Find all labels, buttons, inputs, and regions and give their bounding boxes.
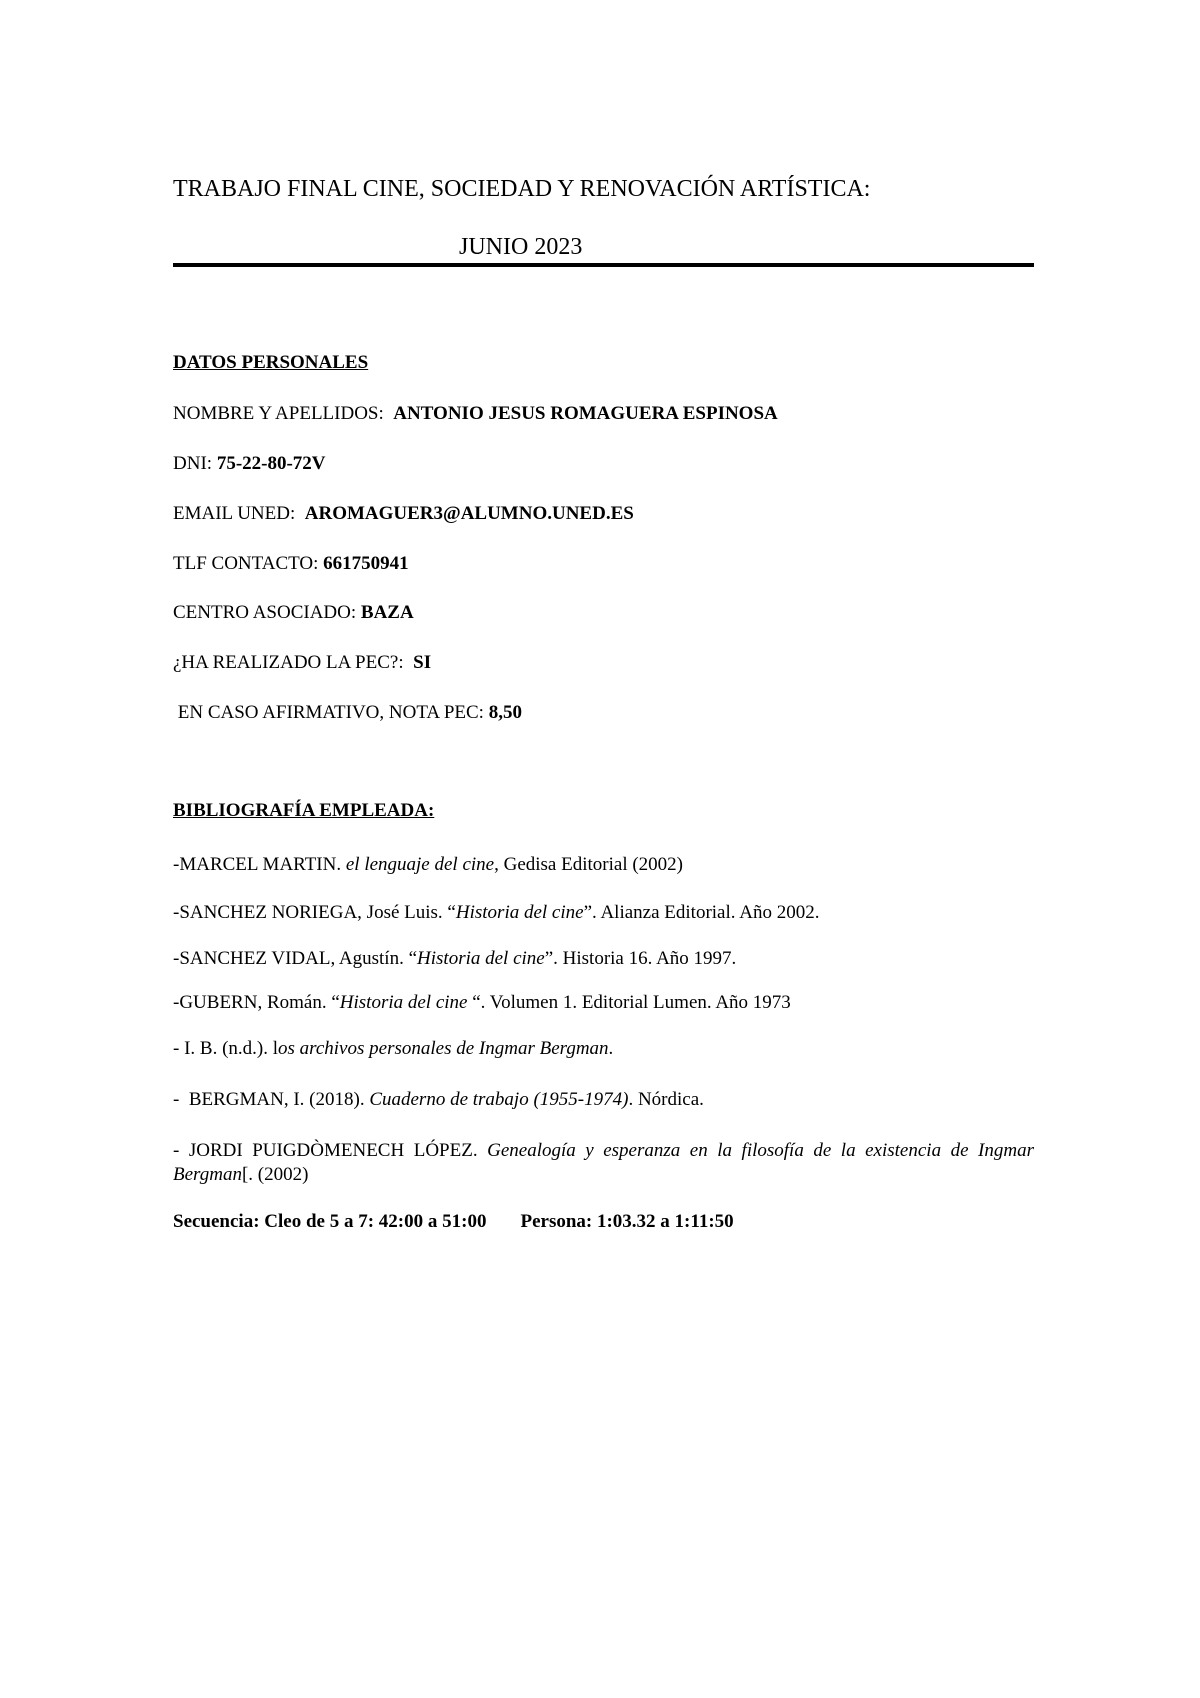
field-label: EMAIL UNED:: [173, 503, 305, 524]
bib-entry: -GUBERN, Román. “Historia del cine “. Volumen 1. Editorial Lumen. Año 1973: [173, 992, 791, 1013]
bib-entry: -SANCHEZ NORIEGA, José Luis. “Historia del cine”. Alianza Editorial. Año 2002.: [173, 902, 820, 923]
bib-entry: - I. B. (n.d.). los archivos personales de Ingmar Bergman.: [173, 1038, 614, 1059]
field-label: ¿HA REALIZADO LA PEC?:: [173, 652, 414, 673]
bibliography-heading: BIBLIOGRAFÍA EMPLEADA:: [173, 800, 435, 821]
sequence-line: [173, 1211, 1034, 1233]
field-nota-pec: [173, 701, 1034, 725]
field-centro: [173, 601, 1034, 625]
field-dni: [173, 452, 1034, 476]
bib-entry: -MARCEL MARTIN. el lenguaje del cine, Gedisa Editorial (2002): [173, 854, 684, 875]
field-label: TLF CONTACTO:: [173, 553, 324, 574]
field-nombre: [173, 402, 1034, 426]
field-value: ANTONIO JESUS ROMAGUERA ESPINOSA: [393, 403, 778, 424]
field-value: BAZA: [360, 602, 414, 623]
bib-entry: - BERGMAN, I. (2018). Cuaderno de trabajo (1955-1974). Nórdica.: [173, 1089, 704, 1110]
personal-data-heading: DATOS PERSONALES: [173, 352, 369, 373]
field-label: EN CASO AFIRMATIVO, NOTA PEC:: [173, 702, 489, 723]
sequence-cleo: Secuencia: Cleo de 5 a 7: 42:00 a 51:00: [173, 1211, 487, 1232]
field-value: 661750941: [323, 553, 409, 574]
field-label: CENTRO ASOCIADO:: [173, 602, 361, 623]
sequence-persona: Persona: 1:03.32 a 1:11:50: [520, 1211, 734, 1232]
bib-entry: -SANCHEZ VIDAL, Agustín. “Historia del cine”. Historia 16. Año 1997.: [173, 948, 737, 969]
field-label: DNI:: [173, 453, 217, 474]
field-value: SI: [413, 652, 432, 673]
field-value: 75-22-80-72V: [216, 453, 326, 474]
bib-entry: - JORDI PUIGDÒMENECH LÓPEZ. Genealogía y esperanza en la filosofía de la existencia de Ingmar Bergman[. (2002): [173, 1140, 1034, 1185]
field-value: 8,50: [488, 702, 522, 723]
field-telefono: [173, 552, 1034, 576]
document-date: JUNIO 2023: [459, 234, 583, 260]
field-label: NOMBRE Y APELLIDOS:: [173, 403, 394, 424]
field-value: AROMAGUER3@ALUMNO.UNED.ES: [304, 503, 634, 524]
field-email: [173, 502, 1034, 526]
field-pec: [173, 651, 1034, 675]
title-underline: [173, 263, 1034, 267]
document-title: TRABAJO FINAL CINE, SOCIEDAD Y RENOVACIÓN ARTÍSTICA:: [173, 176, 871, 202]
